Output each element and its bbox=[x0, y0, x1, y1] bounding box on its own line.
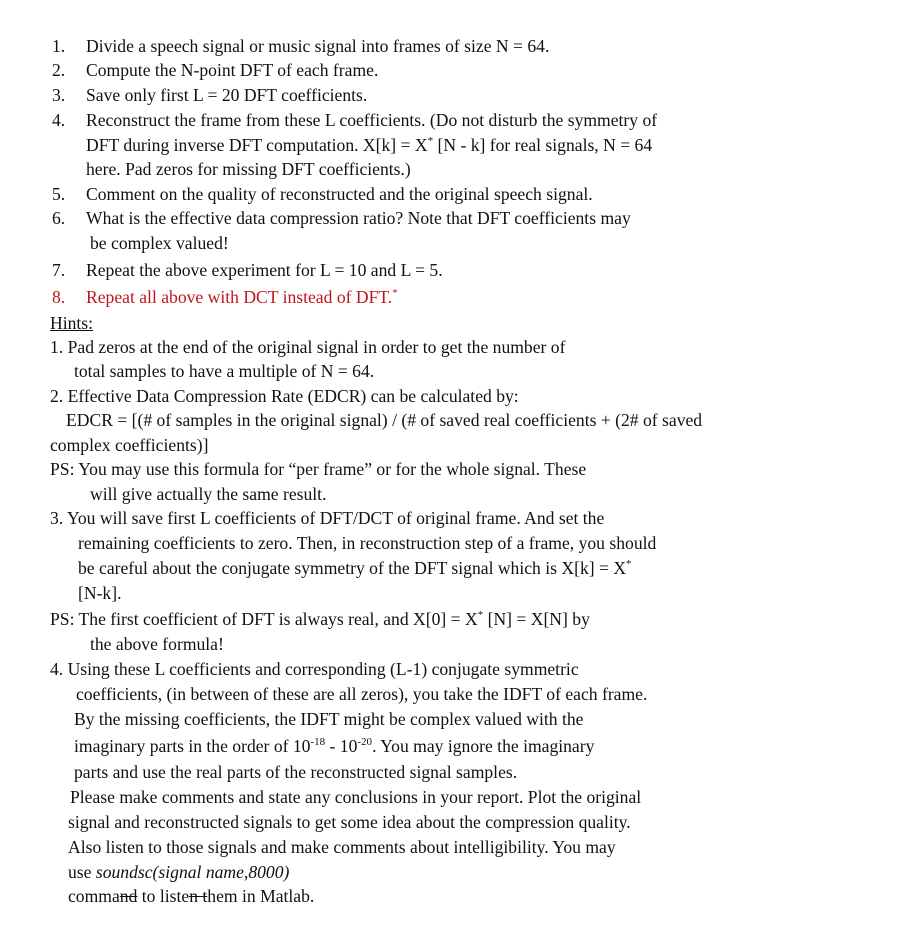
list-number: 5. bbox=[52, 184, 66, 204]
matlab-command: soundsc(signal name,8000) bbox=[95, 862, 290, 882]
text-span: [N - k] for real signals, N = 64 bbox=[433, 135, 653, 155]
text-span: to liste bbox=[137, 886, 190, 906]
list-item-text: Save only first L = 20 DFT coefficients. bbox=[86, 85, 368, 105]
list-item-text: Comment on the quality of reconstructed and the original speech signal. bbox=[86, 184, 593, 204]
text-span: . You may ignore the imaginary bbox=[372, 736, 595, 756]
hint-line bbox=[74, 736, 594, 756]
list-item-text: What is the effective data compression ratio? Note that DFT coefficients may bbox=[86, 208, 631, 228]
superscript: -18 bbox=[310, 736, 326, 748]
hint-line: 2. Effective Data Compression Rate (EDCR) can be calculated by: bbox=[50, 386, 519, 406]
struck-text: n t bbox=[189, 886, 208, 906]
ps-line bbox=[50, 609, 590, 629]
list-item-text: Divide a speech signal or music signal into frames of size N = 64. bbox=[86, 36, 550, 56]
text-span: DFT during inverse DFT computation. X[k] = X bbox=[86, 135, 428, 155]
hint-line: coefficients, (in between of these are all zeros), you take the IDFT of each frame. bbox=[76, 684, 648, 704]
text-span: use bbox=[68, 862, 96, 882]
hint-line: 4. Using these L coefficients and corresponding (L-1) conjugate symmetric bbox=[50, 659, 579, 679]
list-item-text bbox=[86, 287, 398, 307]
list-item-text: here. Pad zeros for missing DFT coefficients.) bbox=[86, 159, 411, 179]
text-span: comma bbox=[68, 886, 120, 906]
list-number: 4. bbox=[52, 110, 66, 130]
paragraph-line bbox=[68, 862, 289, 882]
paragraph-line bbox=[68, 886, 314, 906]
text-span: be careful about the conjugate symmetry of the DFT signal which is X[k] = X bbox=[78, 558, 627, 578]
hint-line: [N-k]. bbox=[78, 583, 122, 603]
text-span: PS: The first coefficient of DFT is always real, and X[0] = X bbox=[50, 609, 478, 629]
list-item bbox=[52, 36, 65, 56]
list-number: 3. bbox=[52, 85, 66, 105]
superscript: * bbox=[477, 609, 484, 621]
list-number: 1. bbox=[52, 36, 66, 56]
list-item-text: Repeat the above experiment for L = 10 and L = 5. bbox=[86, 260, 443, 280]
paragraph-line: signal and reconstructed signals to get some idea about the compression quality. bbox=[68, 812, 631, 832]
list-item-text bbox=[86, 135, 652, 155]
ps-line: will give actually the same result. bbox=[90, 484, 327, 504]
superscript: -20 bbox=[357, 736, 373, 748]
hint-line bbox=[78, 558, 632, 578]
text-span: - 10 bbox=[325, 736, 358, 756]
list-number: 6. bbox=[52, 208, 66, 228]
superscript: * bbox=[427, 135, 434, 147]
superscript: * bbox=[626, 558, 632, 570]
struck-text: nd bbox=[119, 886, 138, 906]
hint-line: remaining coefficients to zero. Then, in reconstruction step of a frame, you should bbox=[78, 533, 657, 553]
list-number: 7. bbox=[52, 260, 66, 280]
hint-line: 1. Pad zeros at the end of the original signal in order to get the number of bbox=[50, 337, 566, 357]
text-span: [N] = X[N] by bbox=[483, 609, 590, 629]
list-item-text: Reconstruct the frame from these L coefficients. (Do not disturb the symmetry of bbox=[86, 110, 658, 130]
hint-line: parts and use the real parts of the reconstructed signal samples. bbox=[74, 762, 518, 782]
list-number: 2. bbox=[52, 60, 66, 80]
paragraph-line: Also listen to those signals and make comments about intelligibility. You may bbox=[68, 837, 616, 857]
text-span: imaginary parts in the order of 10 bbox=[74, 736, 311, 756]
hint-line: By the missing coefficients, the IDFT might be complex valued with the bbox=[74, 709, 584, 729]
list-item-text: Compute the N-point DFT of each frame. bbox=[86, 60, 379, 80]
ps-line: the above formula! bbox=[90, 634, 224, 654]
hint-line: EDCR = [(# of samples in the original signal) / (# of saved real coefficients + (2# of saved bbox=[66, 410, 703, 430]
superscript: * bbox=[392, 287, 398, 299]
ps-line: PS: You may use this formula for “per frame” or for the whole signal. These bbox=[50, 459, 587, 479]
text-span: Repeat all above with DCT instead of DFT. bbox=[86, 287, 393, 307]
text-span: hem in Matlab. bbox=[207, 886, 315, 906]
hint-line: 3. You will save first L coefficients of DFT/DCT of original frame. And set the bbox=[50, 508, 605, 528]
hint-line: complex coefficients)] bbox=[50, 435, 209, 455]
hints-heading: Hints: bbox=[50, 313, 94, 333]
list-number: 8. bbox=[52, 287, 66, 307]
paragraph-line: Please make comments and state any conclusions in your report. Plot the original bbox=[70, 787, 642, 807]
list-item-text: be complex valued! bbox=[90, 233, 229, 253]
hint-line: total samples to have a multiple of N = 64. bbox=[74, 361, 375, 381]
